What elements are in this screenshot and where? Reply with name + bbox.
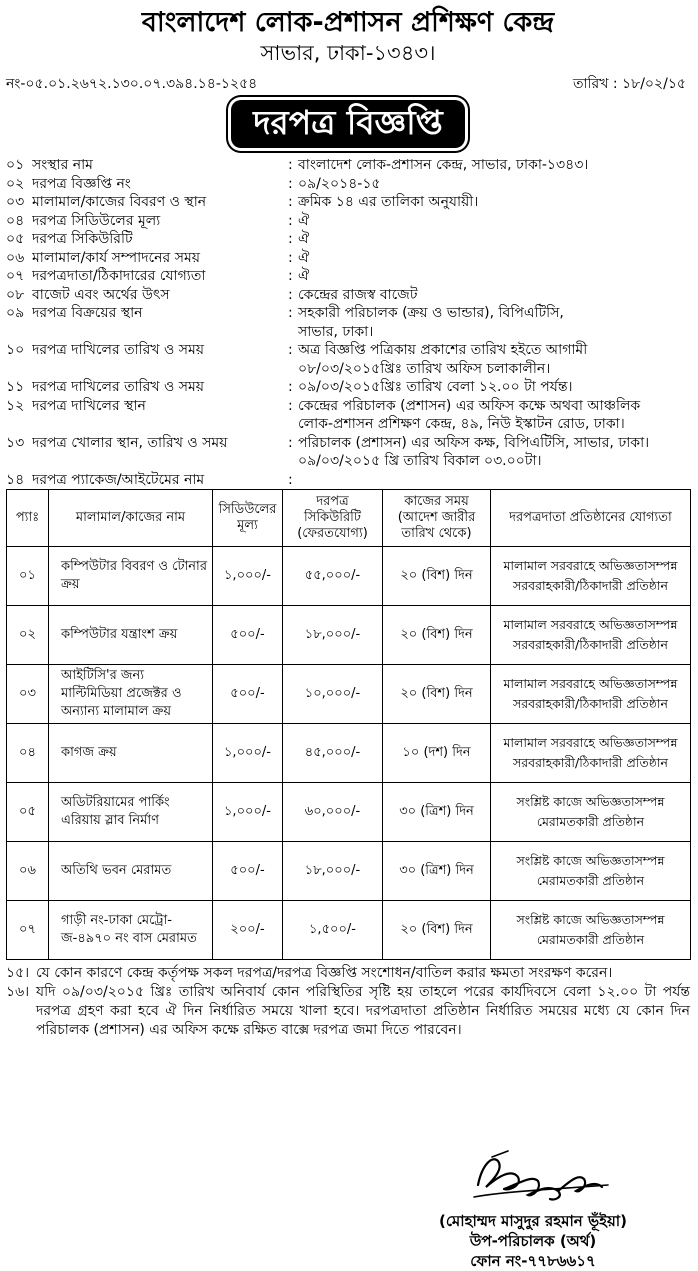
info-number: ০৫ <box>6 231 25 247</box>
cell-schedule-price: ১,০০০/- <box>213 724 283 783</box>
signatory-phone: ফোন নং-৭৭৮৬৬১৭ <box>470 1252 596 1270</box>
info-colon: : <box>288 305 293 321</box>
cell-schedule-price: ১,০০০/- <box>213 547 283 606</box>
cell-item-name: অতিথি ভবন মেরামত <box>49 842 213 901</box>
cell-item-name: অডিটরিয়ামের পার্কিং এরিয়ায় স্লাব নির্মাণ <box>49 783 213 842</box>
info-number: ১৪ <box>6 471 25 488</box>
info-label: দরপত্র বিক্রয়ের স্থান <box>32 305 143 321</box>
info-label: দরপত্র দাখিলের তারিখ ও সময় <box>32 342 205 358</box>
info-colon: : <box>288 286 293 303</box>
cell-duration: ১০ (দশ) দিন <box>383 724 491 783</box>
cell-duration: ২০ (বিশ) দিন <box>383 901 491 960</box>
cell-security: ১,৫০০/- <box>283 901 383 960</box>
info-row <box>6 378 690 397</box>
cell-duration: ৩০ (ত্রিশ) দিন <box>383 842 491 901</box>
info-colon: : <box>288 379 293 395</box>
info-list <box>6 156 690 489</box>
info-colon: : <box>288 397 293 414</box>
organization-address: সাভার, ঢাকা-১৩৪৩। <box>260 41 436 65</box>
cell-item-name: আইটিসি'র জন্য মাল্টিমিডিয়া প্রজেক্টর ও অন্যান্য মালামাল ক্রয় <box>49 665 213 724</box>
header-schedule-price: সিডিউলের মূল্য <box>213 490 283 547</box>
info-colon: : <box>288 231 293 247</box>
note-text: যে কোন কারণে কেন্দ্র কর্তৃপক্ষ সকল দরপত্র/দরপত্র বিজ্ঞপ্তি সংশোধন/বাতিল করার ক্ষমতা সংরক্ষণ করেন। <box>36 965 613 981</box>
info-row <box>6 397 690 434</box>
table-body <box>7 547 691 960</box>
info-colon: : <box>288 342 293 358</box>
info-value: কেন্দ্রের পরিচালক (প্রশাসন) এর অফিস কক্ষে অথবা আঞ্চলিক লোক-প্রশাসন প্রশিক্ষণ কেন্দ্র, ৪৯, নিউ ইস্কাটন রোড, ঢাকা। <box>298 397 641 432</box>
info-value: ঐ <box>298 212 310 229</box>
signatory-designation: উপ-পরিচালক (অর্থ) <box>469 1232 597 1250</box>
notice-title-banner: দরপত্র বিজ্ঞপ্তি <box>231 100 465 148</box>
info-number: ১৩ <box>6 434 25 451</box>
reference-row <box>6 72 690 96</box>
cell-security: ১৮,০০০/- <box>283 606 383 665</box>
info-value: সহকারী পরিচালক (ক্রয় ও ভান্ডার), বিপিএটিসি, সাভার, ঢাকা। <box>298 305 564 340</box>
info-number: ০৮ <box>6 286 25 303</box>
info-value: ০৯/০৩/২০১৫খ্রিঃ তারিখ বেলা ১২.০০ টা পর্যন্ত। <box>298 379 573 395</box>
info-number: ০৩ <box>6 194 25 210</box>
signature-block <box>408 1145 658 1271</box>
info-colon: : <box>288 434 293 451</box>
info-label: বাজেট এবং অর্থের উৎস <box>32 286 170 303</box>
info-row <box>6 471 690 490</box>
table-header-row <box>7 490 691 547</box>
info-value: ঐ <box>298 249 310 266</box>
cell-package: ০৫ <box>7 783 49 842</box>
cell-item-name: কাগজ ক্রয় <box>49 724 213 783</box>
info-label: মালামাল/কার্য সম্পাদনের সময় <box>32 249 200 266</box>
memo-number: নং-০৫.০১.২৬৭২.১৩০.০৭.৩৯৪.১৪-১২৫৪ <box>6 76 258 92</box>
table-row <box>7 665 691 724</box>
header-package: প্যাঃ <box>7 490 49 547</box>
cell-qualification: সংশ্লিষ্ট কাজে অভিজ্ঞতাসম্পন্ন মেরামতকারী প্রতিষ্ঠান <box>491 783 691 842</box>
info-label: দরপত্র খোলার স্থান, তারিখ ও সময় <box>32 434 228 451</box>
cell-qualification: মালামাল সরবরাহে অভিজ্ঞতাসম্পন্ন সরবরাহকারী/ঠিকাদারী প্রতিষ্ঠান <box>491 606 691 665</box>
info-label: দরপত্র দাখিলের তারিখ ও সময় <box>32 379 205 395</box>
header-security: দরপত্র সিকিউরিটি (ফেরতযোগ্য) <box>283 490 383 547</box>
info-label: সংস্থার নাম <box>32 157 93 173</box>
info-row <box>6 212 690 231</box>
table-row <box>7 842 691 901</box>
cell-item-name: কম্পিউটার বিবরণ ও টোনার ক্রয় <box>49 547 213 606</box>
info-row <box>6 230 690 249</box>
cell-qualification: মালামাল সরবরাহে অভিজ্ঞতাসম্পন্ন সরবরাহকারী/ঠিকাদারী প্রতিষ্ঠান <box>491 724 691 783</box>
info-number: ০৭ <box>6 268 25 284</box>
table-row <box>7 606 691 665</box>
notes-list <box>6 964 690 1040</box>
info-colon: : <box>288 175 293 192</box>
info-value: ক্রমিক ১৪ এর তালিকা অনুযায়ী। <box>298 194 479 210</box>
info-label: দরপত্র বিজ্ঞপ্তি নং <box>32 175 131 192</box>
cell-package: ০৩ <box>7 665 49 724</box>
info-row <box>6 193 690 212</box>
info-number: ১০ <box>6 342 25 358</box>
cell-security: ৪৫,০০০/- <box>283 724 383 783</box>
cell-schedule-price: ১,০০০/- <box>213 783 283 842</box>
cell-security: ১০,০০০/- <box>283 665 383 724</box>
header-duration: কাজের সময় (আদেশ জারীর তারিখ থেকে) <box>383 490 491 547</box>
cell-duration: ৩০ (ত্রিশ) দিন <box>383 783 491 842</box>
cell-package: ০২ <box>7 606 49 665</box>
table-row <box>7 547 691 606</box>
note-text: যদি ০৯/০৩/২০১৫ খ্রিঃ তারিখ অনিবার্য কোন পরিস্থিতির সৃষ্টি হয় তাহলে পরের কার্যদিবসে বেলা ১২.০০ টা পর্যন্ত দরপত্র গ্রহণ করা হবে ঐ দিন নির্ধারিত সময়ে খালা হবে। দরপত্রদাতা প্রতিষ্ঠান নির্ধারিত সময়ের মধ্যে যে কোন দিন পরিচালক (প্রশাসন) এর অফিস কক্ষে রক্ষিত বাক্সে দরপত্র জমা দিতে পারবেন। <box>36 984 690 1038</box>
table-row <box>7 783 691 842</box>
info-row <box>6 286 690 305</box>
info-number: ০৯ <box>6 305 25 321</box>
info-value: অত্র বিজ্ঞপ্তি পত্রিকায় প্রকাশের তারিখ হইতে আগামী ০৮/০৩/২০১৫খ্রিঃ তারিখ অফিস চলাকালীন। <box>298 342 588 377</box>
cell-schedule-price: ৫০০/- <box>213 842 283 901</box>
cell-security: ৫৫,০০০/- <box>283 547 383 606</box>
info-label: দরপত্র সিডিউলের মূল্য <box>32 212 161 229</box>
info-label: দরপত্রদাতা/ঠিকাদারের যোগ্যতা <box>32 268 206 284</box>
note-row <box>6 964 690 983</box>
info-value: কেন্দ্রের রাজস্ব বাজেট <box>298 286 418 303</box>
cell-item-name: গাড়ী নং-ঢাকা মেট্রো-জ-৪৯৭০ নং বাস মেরামত <box>49 901 213 960</box>
info-row <box>6 175 690 194</box>
cell-package: ০৪ <box>7 724 49 783</box>
info-number: ০১ <box>6 157 25 173</box>
header-qualification: দরপত্রদাতা প্রতিষ্ঠানের যোগ্যতা <box>491 490 691 547</box>
cell-schedule-price: ৫০০/- <box>213 665 283 724</box>
cell-item-name: কম্পিউটার যন্ত্রাংশ ক্রয় <box>49 606 213 665</box>
cell-package: ০১ <box>7 547 49 606</box>
info-number: ১২ <box>6 397 25 414</box>
info-row <box>6 341 690 378</box>
cell-security: ১৮,০০০/- <box>283 842 383 901</box>
cell-schedule-price: ২০০/- <box>213 901 283 960</box>
info-row <box>6 249 690 268</box>
cell-qualification: সংশ্লিষ্ট কাজে অভিজ্ঞতাসম্পন্ন মেরামতকারী প্রতিষ্ঠান <box>491 901 691 960</box>
info-row <box>6 156 690 175</box>
note-row <box>6 983 690 1040</box>
cell-package: ০৬ <box>7 842 49 901</box>
info-number: ০২ <box>6 175 25 192</box>
info-number: ০৪ <box>6 212 25 229</box>
info-colon: : <box>288 194 293 210</box>
cell-qualification: মালামাল সরবরাহে অভিজ্ঞতাসম্পন্ন সরবরাহকারী/ঠিকাদারী প্রতিষ্ঠান <box>491 665 691 724</box>
info-colon: : <box>288 212 293 229</box>
note-number: ১৬। <box>6 984 30 1000</box>
info-value: ০৯/২০১৪-১৫ <box>298 175 381 192</box>
cell-duration: ২০ (বিশ) দিন <box>383 606 491 665</box>
cell-qualification: মালামাল সরবরাহে অভিজ্ঞতাসম্পন্ন সরবরাহকারী/ঠিকাদারী প্রতিষ্ঠান <box>491 547 691 606</box>
info-colon: : <box>288 249 293 266</box>
header-item-name: মালামাল/কাজের নাম <box>49 490 213 547</box>
info-colon: : <box>288 268 293 284</box>
notice-date: তারিখ : ১৮/০২/১৫ <box>572 76 686 92</box>
title-banner-wrap <box>6 100 690 148</box>
info-colon: : <box>288 471 293 488</box>
info-label: দরপত্র সিকিউরিটি <box>32 231 133 247</box>
info-label: মালামাল/কাজের বিবরণ ও স্থান <box>32 194 207 210</box>
cell-schedule-price: ৫০০/- <box>213 606 283 665</box>
cell-security: ৬০,০০০/- <box>283 783 383 842</box>
cell-duration: ২০ (বিশ) দিন <box>383 547 491 606</box>
cell-qualification: সংশ্লিষ্ট কাজে অভিজ্ঞতাসম্পন্ন মেরামতকারী প্রতিষ্ঠান <box>491 842 691 901</box>
info-value: পরিচালক (প্রশাসন) এর অফিস কক্ষ, বিপিএটিসি, সাভার, ঢাকা। ০৯/০৩/২০১৫ খ্রি তারিখ বিকাল ০৩.০০টা। <box>298 434 650 469</box>
package-table <box>6 489 691 960</box>
table-row <box>7 724 691 783</box>
note-number: ১৫। <box>6 965 30 981</box>
info-row <box>6 304 690 341</box>
info-row <box>6 267 690 286</box>
info-number: ১১ <box>6 379 25 395</box>
info-label: দরপত্র প্যাকেজ/আইটেমের নাম <box>32 471 205 488</box>
info-colon: : <box>288 157 293 173</box>
info-value: ঐ <box>298 268 310 284</box>
organization-name: বাংলাদেশ লোক-প্রশাসন প্রশিক্ষণ কেন্দ্র <box>141 7 555 38</box>
info-label: দরপত্র দাখিলের স্থান <box>32 397 146 414</box>
info-number: ০৬ <box>6 249 25 266</box>
cell-duration: ২০ (বিশ) দিন <box>383 665 491 724</box>
info-value: বাংলাদেশ লোক-প্রশাসন কেন্দ্র, সাভার, ঢাকা-১৩৪৩। <box>298 157 589 173</box>
signatory-name: (মোহাম্মদ মাসুদুর রহমান ভূঁইয়া) <box>438 1212 628 1230</box>
cell-package: ০৭ <box>7 901 49 960</box>
table-row <box>7 901 691 960</box>
handwritten-signature <box>408 1145 658 1207</box>
info-row <box>6 434 690 471</box>
info-value: ঐ <box>298 231 310 247</box>
